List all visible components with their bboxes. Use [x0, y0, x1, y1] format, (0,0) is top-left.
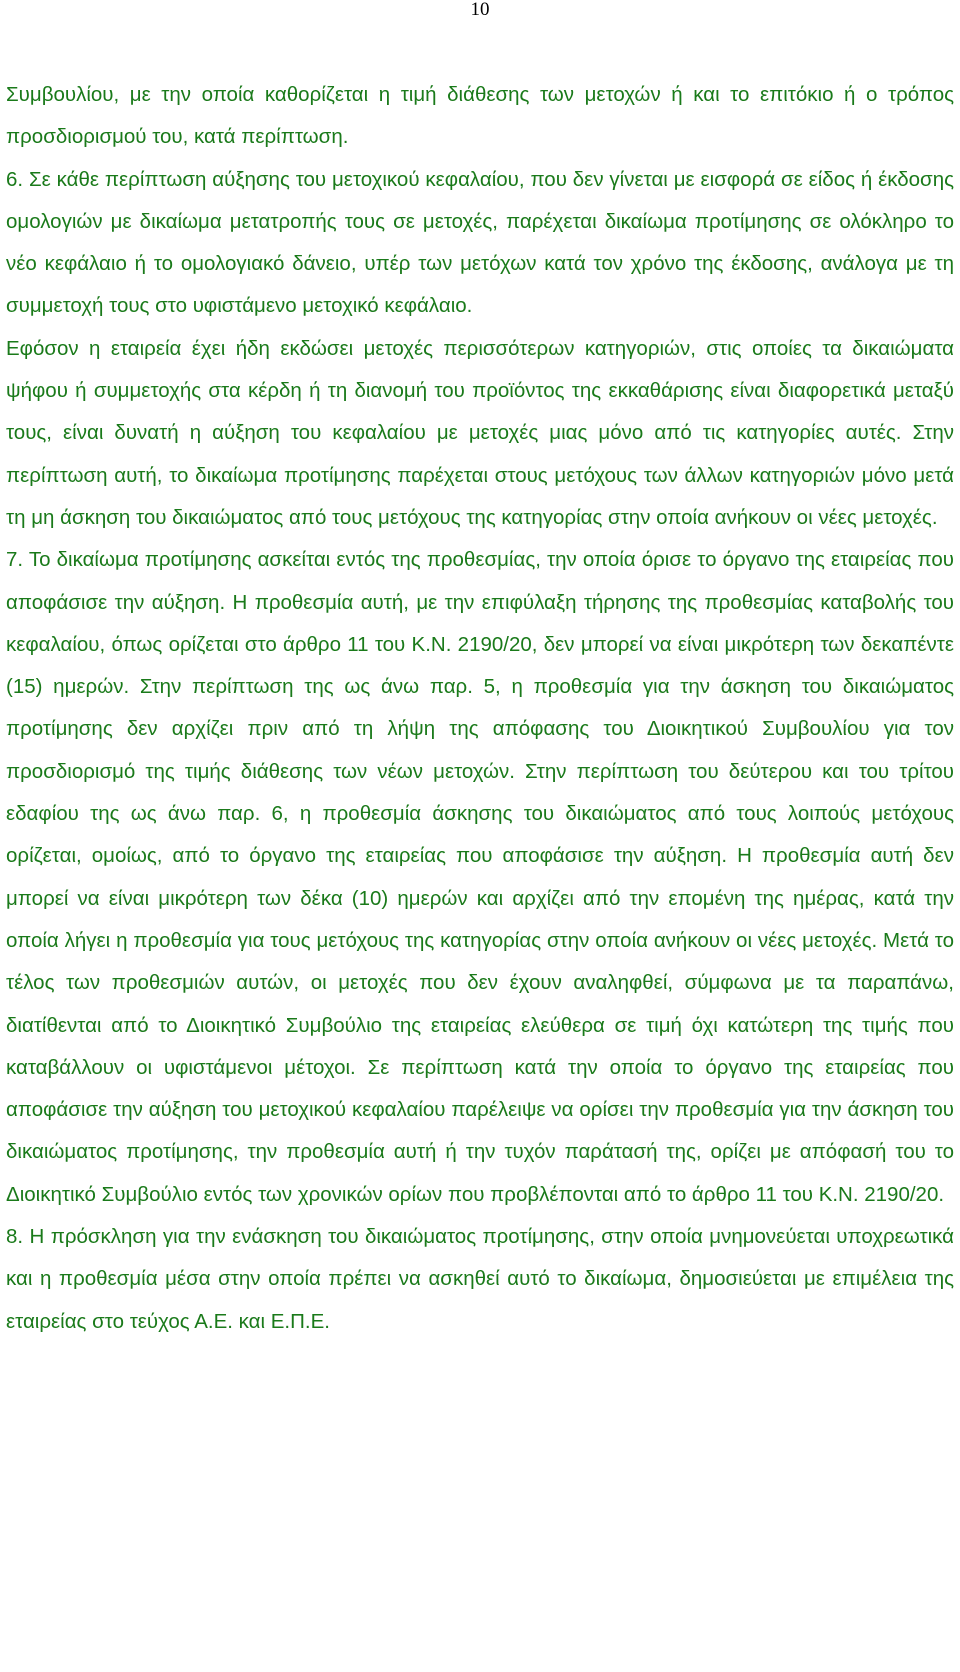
paragraph-8: 8. Η πρόσκληση για την ενάσκηση του δικαιώματος προτίμησης, στην οποία μνημονεύεται υποχρεωτικά και η προθεσμία μέσα στην οποία πρέπει να ασκηθεί αυτό το δικαίωμα, δημοσιεύεται με επιμέλεια της εταιρείας στο τεύχος Α.Ε. και Ε.Π.Ε.: [6, 1225, 954, 1333]
document-body: [6, 74, 954, 1343]
paragraph-6: 6. Σε κάθε περίπτωση αύξησης του μετοχικού κεφαλαίου, που δεν γίνεται με εισφορά σε είδος ή έκδοσης ομολογιών με δικαίωμα μετατροπής τους σε μετοχές, παρέχεται δικαίωμα προτίμησης σε ολόκληρο το νέο κεφάλαιο ή το ομολογιακό δάνειο, υπέρ των μετόχων κατά τον χρόνο της έκδοσης, ανάλογα με τη συμμετοχή τους στο υφιστάμενο μετοχικό κεφάλαιο.: [6, 167, 954, 318]
paragraph-continuation: Συμβουλίου, με την οποία καθορίζεται η τιμή διάθεσης των μετοχών ή και το επιτόκιο ή ο τρόπος προσδιορισμού του, κατά περίπτωση.: [6, 83, 954, 149]
paragraph-7: 7. Το δικαίωμα προτίμησης ασκείται εντός της προθεσμίας, την οποία όρισε το όργανο της εταιρείας που αποφάσισε την αύξηση. Η προθεσμία αυτή, με την επιφύλαξη τήρησης της προθεσμίας καταβολής του κεφαλαίου, όπως ορίζεται στο άρθρο 11 του Κ.Ν. 2190/20, δεν μπορεί να είναι μικρότερη των δεκαπέντε (15) ημερών. Στην περίπτωση της ως άνω παρ. 5, η προθεσμία για την άσκηση του δικαιώματος προτίμησης δεν αρχίζει πριν από τη λήψη της απόφασης του Διοικητικού Συμβουλίου για τον προσδιορισμό της τιμής διάθεσης των νέων μετοχών. Στην περίπτωση του δεύτερου και του τρίτου εδαφίου της ως άνω παρ. 6, η προθεσμία άσκησης του δικαιώματος από τους λοιπούς μετόχους ορίζεται, ομοίως, από το όργανο της εταιρείας που αποφάσισε την αύξηση. Η προθεσμία αυτή δεν μπορεί να είναι μικρότερη των δέκα (10) ημερών και αρχίζει από την επομένη της ημέρας, κατά την οποία λήγει η προθεσμία για τους μετόχους της κατηγορίας στην οποία ανήκουν οι νέες μετοχές. Μετά το τέλος των προθεσμιών αυτών, οι μετοχές που δεν έχουν αναληφθεί, σύμφωνα με τα παραπάνω, διατίθενται από το Διοικητικό Συμβούλιο της εταιρείας ελεύθερα σε τιμή όχι κατώτερη της τιμής που καταβάλλουν οι υφιστάμενοι μέτοχοι. Σε περίπτωση κατά την οποία το όργανο της εταιρείας που αποφάσισε την αύξηση του μετοχικού κεφαλαίου παρέλειψε να ορίσει την προθεσμία για την άσκηση του δικαιώματος προτίμησης, την προθεσμία αυτή ή την τυχόν παράτασή της, ορίζει με απόφασή του το Διοικητικό Συμβούλιο εντός των χρονικών ορίων που προβλέπονται από το άρθρο 11 του Κ.Ν. 2190/20.: [6, 548, 954, 1206]
paragraph-6-categories: Εφόσον η εταιρεία έχει ήδη εκδώσει μετοχές περισσότερων κατηγοριών, στις οποίες τα δικαιώματα ψήφου ή συμμετοχής στα κέρδη ή τη διανομή του προϊόντος της εκκαθάρισης είναι διαφορετικά μεταξύ τους, είναι δυνατή η αύξηση του κεφαλαίου με μετοχές μιας μόνο από τις κατηγορίες αυτές. Στην περίπτωση αυτή, το δικαίωμα προτίμησης παρέχεται στους μετόχους των άλλων κατηγοριών μόνο μετά τη μη άσκηση του δικαιώματος από τους μετόχους της κατηγορίας στην οποία ανήκουν οι νέες μετοχές.: [6, 336, 954, 529]
page-number: 10: [470, 0, 490, 20]
